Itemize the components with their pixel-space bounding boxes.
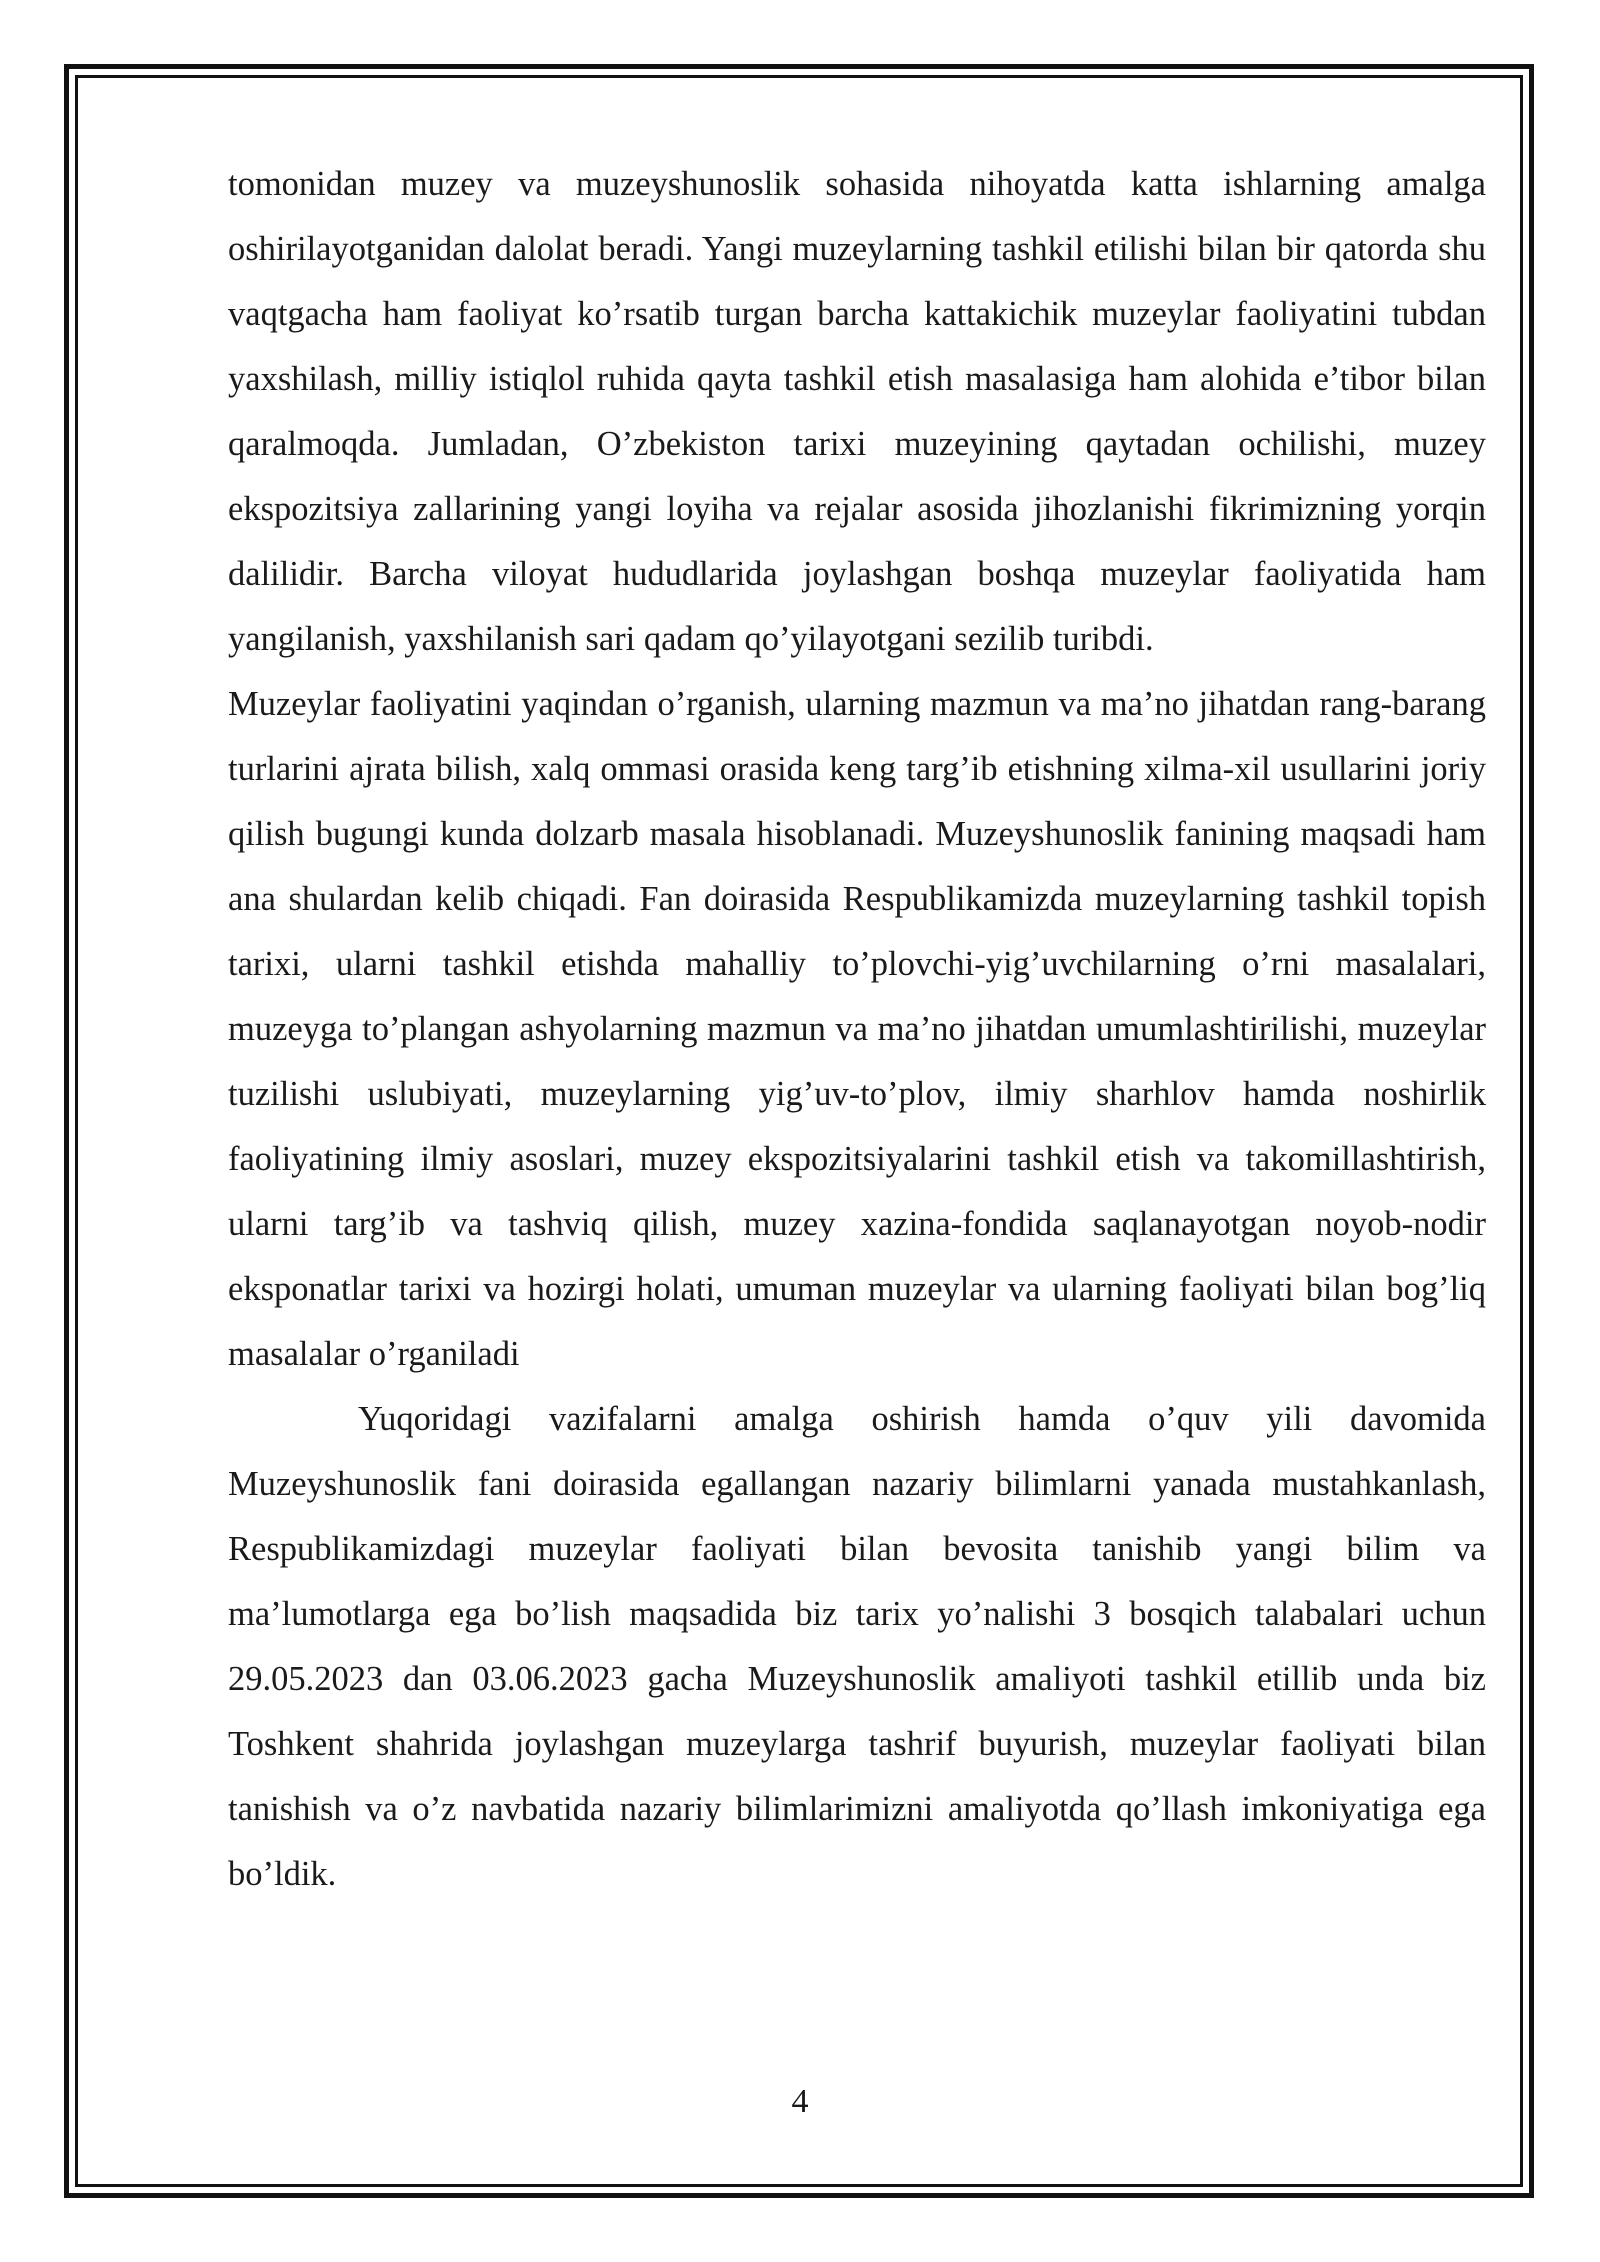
paragraph-1: tomonidan muzey va muzeyshunoslik sohasida nihoyatda katta ishlarning amalga oshirilayotganidan dalolat beradi. Yangi muzeylarning tashkil etilishi bilan bir qatorda shu vaqtgacha ham faoliyat ko’rsatib turgan barcha kattakichik muzeylar faoliyatini tubdan yaxshilash, milliy istiqlol ruhida qayta tashkil etish masalasiga ham alohida e’tibor bilan qaralmoqda. Jumladan, O’zbekiston tarixi muzeyining qaytadan ochilishi, muzey ekspozitsiya zallarining yangi loyiha va rejalar asosida jihozlanishi fikrimizning yorqin dalilidir. Barcha viloyat hududlarida joylashgan boshqa muzeylar faoliyatida ham yangilanish, yaxshilanish sari qadam qo’yilayotgani sezilib turibdi. <box>228 165 1486 658</box>
paragraph-2: Muzeylar faoliyatini yaqindan o’rganish, ularning mazmun va ma’no jihatdan rang-barang turlarini ajrata bilish, xalq ommasi orasida keng targ’ib etishning xilma-xil usullarini joriy qilish bugungi kunda dolzarb masala hisoblanadi. Muzeyshunoslik fanining maqsadi ham ana shulardan kelib chiqadi. Fan doirasida Respublikamizda muzeylarning tashkil topish tarixi, ularni tashkil etishda mahalliy to’plovchi-yig’uvchilarning o’rni masalalari, muzeyga to’plangan ashyolarning mazmun va ma’no jihatdan umumlashtirilishi, muzeylar tuzilishi uslubiyati, muzeylarning yig’uv-to’plov, ilmiy sharhlov hamda noshirlik faoliyatining ilmiy asoslari, muzey ekspozitsiyalarini tashkil etish va takomillashtirish, ularni targ’ib va tashviq qilish, muzey xazina-fondida saqlanayotgan noyob-nodir eksponatlar tarixi va hozirgi holati, umuman muzeylar va ularning faoliyati bilan bog’liq masalalar o’rganiladi <box>228 685 1486 1373</box>
page-number: 4 <box>791 2083 809 2120</box>
paragraph-3: Yuqoridagi vazifalarni amalga oshirish hamda o’quv yili davomida Muzeyshunoslik fani doirasida egallangan nazariy bilimlarni yanada mustahkanlash, Respublikamizdagi muzeylar faoliyati bilan bevosita tanishib yangi bilim va ma’lumotlarga ega bo’lish maqsadida biz tarix yo’nalishi 3 bosqich talabalari uchun 29.05.2023 dan 03.06.2023 gacha Muzeyshunoslik amaliyoti tashkil etillib unda biz Toshkent shahrida joylashgan muzeylarga tashrif buyurish, muzeylar faoliyati bilan tanishish va o’z navbatida nazariy bilimlarimizni amaliyotda qo’llash imkoniyatiga ega bo’ldik. <box>228 1400 1486 1893</box>
page-body <box>228 152 1486 1907</box>
